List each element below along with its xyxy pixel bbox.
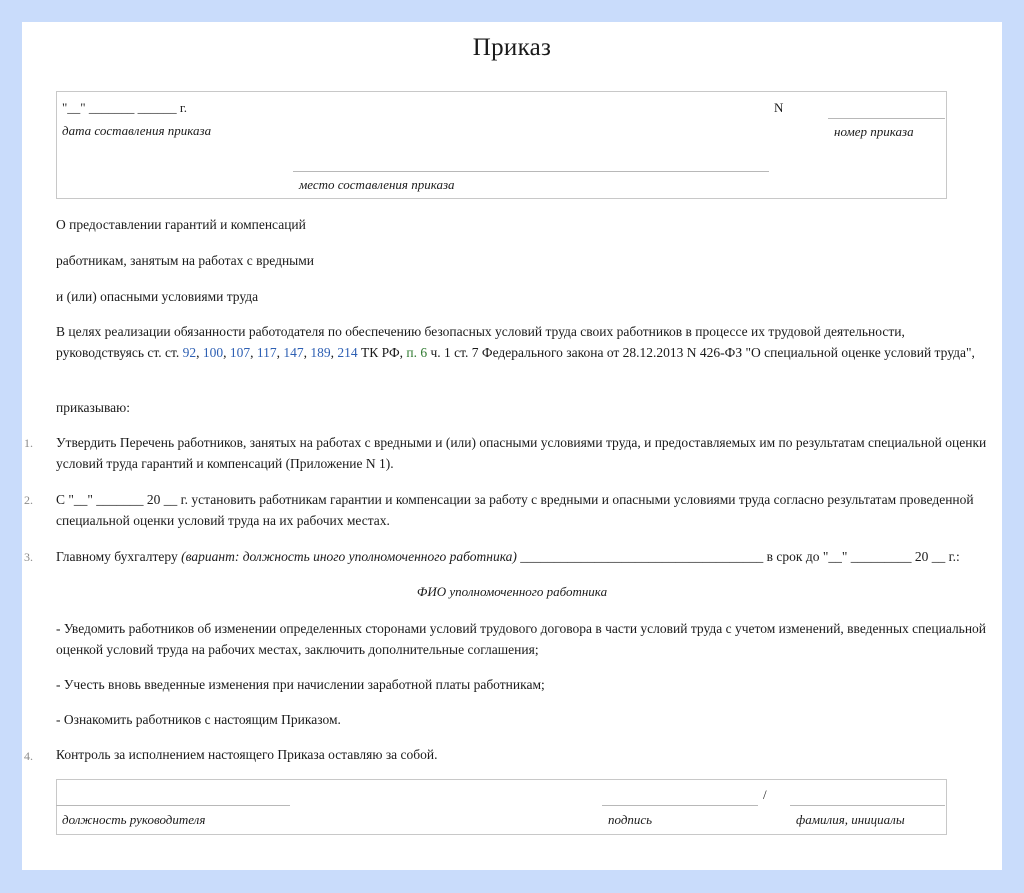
law-point-link[interactable]: п. 6 <box>406 345 428 360</box>
article-link-100[interactable]: 100 <box>202 345 224 360</box>
dash-item-2: - Учесть вновь введенные изменения при начислении заработной платы работникам; <box>56 677 545 692</box>
date-value: "__" _______ ______ г. <box>62 100 187 115</box>
item-text-4: Контроль за исполнением настоящего Приказа оставляю за собой. <box>56 747 438 762</box>
article-link-147[interactable]: 147 <box>283 345 304 360</box>
preamble-text-start: В целях реализации обязанности работодателя по обеспечению безопасных условий труда своих работников в процессе их трудовой деятельности, руководствуясь ст. ст. <box>56 324 905 360</box>
item-3-variant: (вариант: должность иного уполномоченного работника) <box>181 549 517 564</box>
article-link-107[interactable]: 107 <box>229 345 251 360</box>
order-word: приказываю: <box>56 400 130 415</box>
item-3-recipient: Главному бухгалтеру <box>56 549 178 564</box>
dash-item-1: - Уведомить работников об изменении определенных сторонами условий трудового договора в части условий труда с учетом изменений, введенных специальной оценкой условий труда на рабочих местах, заключить дополнительные соглашения; <box>56 621 987 657</box>
item-number-1: 1. <box>24 436 33 450</box>
preamble-text-mid: ТК РФ, <box>361 345 403 360</box>
fio-label: ФИО уполномоченного работника <box>416 584 608 599</box>
article-link-189[interactable]: 189 <box>310 345 331 360</box>
sign-line <box>602 805 758 806</box>
item-text-3 <box>56 546 988 567</box>
document-title: Приказ <box>472 34 552 61</box>
date-label: дата составления приказа <box>62 123 212 138</box>
dash-item-3: - Ознакомить работников с настоящим Приказом. <box>56 712 341 727</box>
name-line <box>790 805 945 806</box>
place-label: место составления приказа <box>299 177 455 192</box>
item-number-3: 3. <box>24 550 33 564</box>
number-label: номер приказа <box>834 124 914 139</box>
article-link-117[interactable]: 117 <box>256 345 277 360</box>
subject-line-2: работникам, занятым на работах с вредными <box>56 253 315 268</box>
subject-line-1: О предоставлении гарантий и компенсаций <box>56 217 306 232</box>
article-link-214[interactable]: 214 <box>337 345 358 360</box>
number-line <box>828 118 945 119</box>
item-number-2: 2. <box>24 493 33 507</box>
number-prefix: N <box>774 100 784 115</box>
preamble-text-end: ч. 1 ст. 7 Федерального закона от 28.12.2013 N 426-ФЗ "О специальной оценке условий труда", <box>430 345 975 360</box>
position-line <box>56 805 290 806</box>
item-3-deadline: ____________________________________ в срок до "__" _________ 20 __ г.: <box>520 549 960 564</box>
document-page <box>22 22 1002 870</box>
article-link-92[interactable]: 92 <box>182 345 197 360</box>
name-label: фамилия, инициалы <box>796 812 905 827</box>
item-text-2: С "__" _______ 20 __ г. установить работникам гарантии и компенсации за работу с вредными и опасными условиями труда согласно результатам проведенной специальной оценки условий труда на их рабочих местах. <box>56 492 974 528</box>
item-text-1: Утвердить Перечень работников, занятых на работах с вредными и (или) опасными условиями труда, и предоставляемых им по результатам специальной оценки условий труда гарантий и компенсаций (Приложение N 1). <box>56 435 987 471</box>
signature-slash: / <box>763 787 767 802</box>
header-box <box>56 91 947 199</box>
preamble: В целях реализации обязанности работодателя по обеспечению безопасных условий труда своих работников в процессе их трудовой деятельности, руководствуясь ст. ст. 92, 100, 107, 117, 147, 189, 214 ТК РФ, п. 6 ч. 1 ст. 7 Федерального закона от 28.12.2013 N 426-ФЗ "О специальной оценке условий труда", <box>56 324 975 360</box>
position-label: должность руководителя <box>62 812 206 827</box>
item-number-4: 4. <box>24 749 33 763</box>
subject-line-3: и (или) опасными условиями труда <box>56 289 259 304</box>
sign-label: подпись <box>608 812 653 827</box>
place-line <box>293 171 769 172</box>
